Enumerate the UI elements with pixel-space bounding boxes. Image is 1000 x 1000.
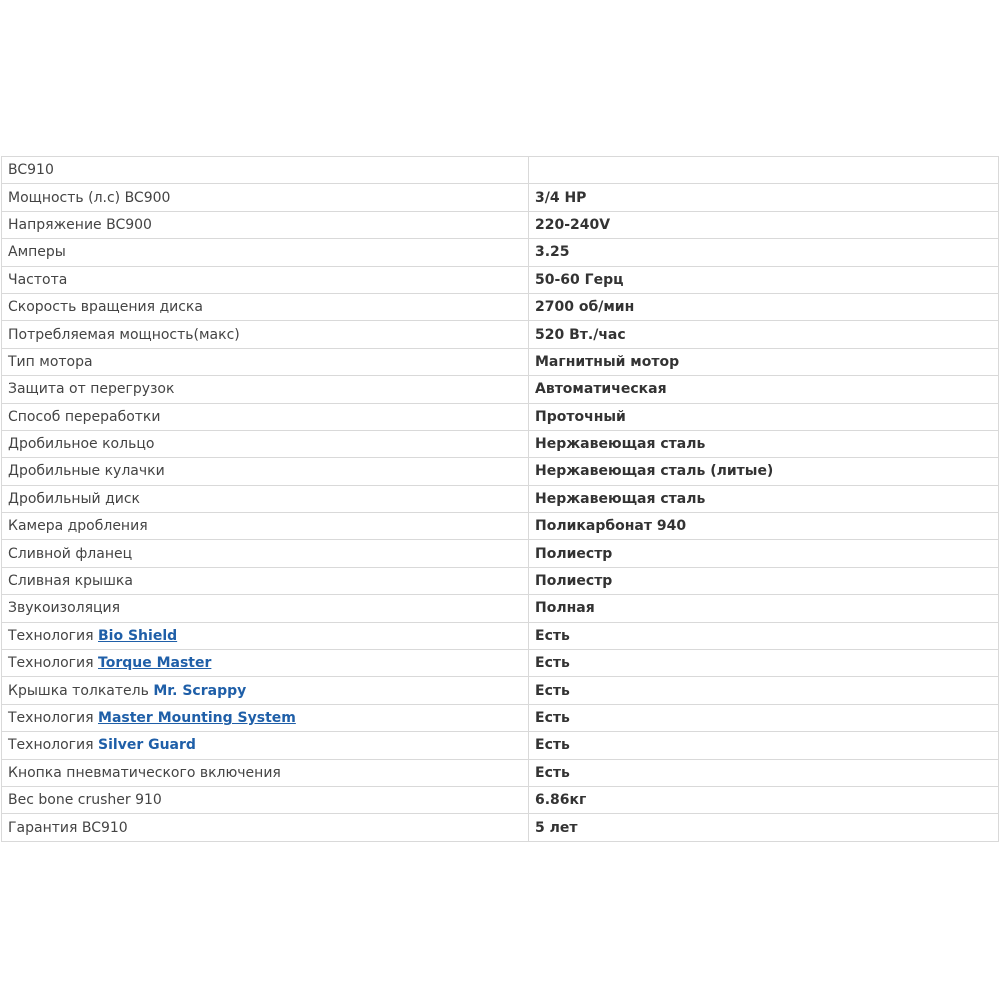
- torque-master-link[interactable]: Torque Master: [98, 655, 212, 672]
- label-prefix: Крышка толкатель: [8, 682, 154, 699]
- spec-value: Магнитный мотор: [529, 348, 999, 375]
- specs-table: [1, 156, 999, 842]
- table-header-row: [2, 157, 999, 184]
- table-row: [2, 759, 999, 786]
- spec-value: Проточный: [529, 403, 999, 430]
- header-label-cell: BC910: [2, 157, 529, 184]
- label-prefix: Технология: [8, 627, 99, 644]
- spec-label: Амперы: [2, 239, 529, 266]
- spec-label: [2, 704, 529, 731]
- spec-value: 220-240V: [529, 211, 999, 238]
- table-row: [2, 184, 999, 211]
- spec-value: Поликарбонат 940: [529, 513, 999, 540]
- spec-value: Полиестр: [529, 540, 999, 567]
- table-row: [2, 595, 999, 622]
- spec-value: 50-60 Герц: [529, 266, 999, 293]
- table-row: [2, 677, 999, 704]
- header-value-cell: [529, 157, 999, 184]
- spec-label: Дробильные кулачки: [2, 458, 529, 485]
- spec-value: Нержавеющая сталь: [529, 485, 999, 512]
- spec-label: Напряжение BC900: [2, 211, 529, 238]
- table-row: [2, 403, 999, 430]
- table-row: [2, 513, 999, 540]
- table-row: [2, 239, 999, 266]
- spec-value: Автоматическая: [529, 376, 999, 403]
- spec-label: Потребляемая мощность(макс): [2, 321, 529, 348]
- spec-value: Нержавеющая сталь: [529, 430, 999, 457]
- spec-label: Частота: [2, 266, 529, 293]
- spec-value: Полная: [529, 595, 999, 622]
- table-row: [2, 704, 999, 731]
- label-prefix: Технология: [8, 710, 99, 726]
- spec-value: 3/4 HP: [529, 184, 999, 211]
- spec-value: Есть: [529, 622, 999, 649]
- spec-value: Есть: [529, 732, 999, 759]
- table-row: [2, 266, 999, 293]
- table-row: [2, 376, 999, 403]
- table-row: [2, 540, 999, 567]
- spec-value: 520 Вт./час: [529, 321, 999, 348]
- spec-label: Кнопка пневматического включения: [2, 759, 529, 786]
- spec-label: Вес bone crusher 910: [2, 786, 529, 813]
- table-row: [2, 293, 999, 320]
- spec-value: Есть: [529, 650, 999, 677]
- spec-label: Звукоизоляция: [2, 595, 529, 622]
- spec-value: Полиестр: [529, 567, 999, 594]
- table-row: [2, 211, 999, 238]
- table-row: [2, 348, 999, 375]
- spec-label: Камера дробления: [2, 513, 529, 540]
- spec-label: Способ переработки: [2, 403, 529, 430]
- table-row: [2, 786, 999, 813]
- table-row: [2, 732, 999, 759]
- spec-label: Тип мотора: [2, 348, 529, 375]
- spec-label: Дробильный диск: [2, 485, 529, 512]
- table-row: [2, 567, 999, 594]
- spec-label: Гарантия BC910: [2, 814, 529, 841]
- mr-scrappy-highlight: Mr. Scrappy: [153, 682, 247, 699]
- silver-guard-highlight: Silver Guard: [98, 737, 196, 754]
- table-row: [2, 321, 999, 348]
- table-row: [2, 430, 999, 457]
- table-row: [2, 814, 999, 841]
- spec-value: Есть: [529, 704, 999, 731]
- bio-shield-link[interactable]: Bio Shield: [98, 627, 178, 644]
- table-row: [2, 485, 999, 512]
- spec-label: Мощность (л.с) BC900: [2, 184, 529, 211]
- spec-label: [2, 677, 529, 704]
- spec-value: 6.86кг: [529, 786, 999, 813]
- table-row: [2, 458, 999, 485]
- label-prefix: Технология: [8, 655, 99, 672]
- table-row: [2, 622, 999, 649]
- spec-value: 3.25: [529, 239, 999, 266]
- spec-label: Дробильное кольцо: [2, 430, 529, 457]
- spec-value: Есть: [529, 759, 999, 786]
- spec-label: Сливная крышка: [2, 567, 529, 594]
- spec-label: Скорость вращения диска: [2, 293, 529, 320]
- spec-value: Есть: [529, 677, 999, 704]
- spec-value: Нержавеющая сталь (литые): [529, 458, 999, 485]
- spec-label: Сливной фланец: [2, 540, 529, 567]
- spec-label: [2, 732, 529, 759]
- spec-label: [2, 650, 529, 677]
- table-row: [2, 650, 999, 677]
- spec-label: [2, 622, 529, 649]
- spec-value: 5 лет: [529, 814, 999, 841]
- master-mounting-system-link[interactable]: Master Mounting System: [98, 710, 296, 726]
- label-prefix: Технология: [8, 737, 99, 754]
- spec-value: 2700 об/мин: [529, 293, 999, 320]
- spec-label: Защита от перегрузок: [2, 376, 529, 403]
